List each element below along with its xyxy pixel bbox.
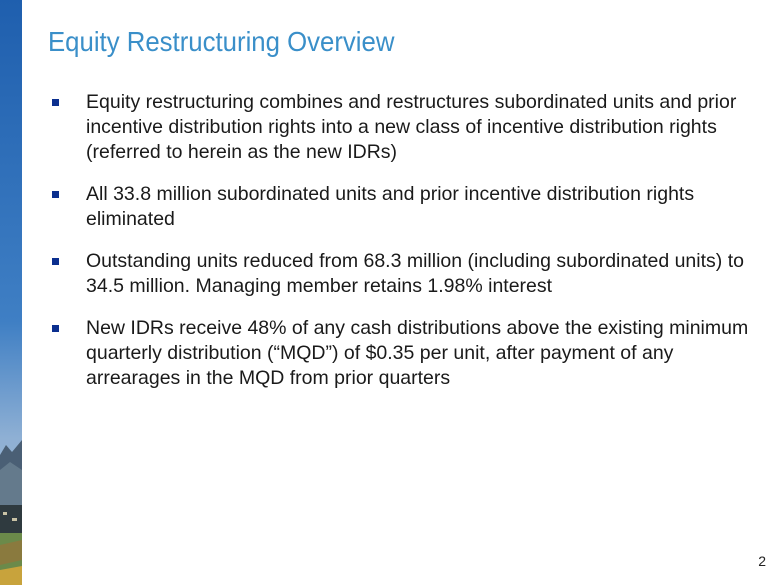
bullet-item bbox=[52, 90, 772, 165]
square-bullet-icon bbox=[52, 325, 59, 332]
square-bullet-icon bbox=[52, 99, 59, 106]
bullet-item bbox=[52, 182, 772, 232]
page-number: 2 bbox=[758, 553, 766, 569]
square-bullet-icon bbox=[52, 258, 59, 265]
bullet-text: New IDRs receive 48% of any cash distributions above the existing minimum quarterly distribution (“MQD”) of $0.35 per unit, after payment of any arrearages in the MQD from prior quarters bbox=[86, 317, 749, 389]
bullet-item bbox=[52, 249, 772, 299]
bullet-list bbox=[52, 90, 772, 408]
bullet-text: Outstanding units reduced from 68.3 million (including subordinated units) to 34.5 million. Managing member retains 1.98% interest bbox=[86, 250, 744, 297]
bullet-text: All 33.8 million subordinated units and prior incentive distribution rights eliminated bbox=[86, 183, 695, 230]
bullet-text: Equity restructuring combines and restructures subordinated units and prior incentive distribution rights into a new class of incentive distribution rights (referred to herein as the new IDRs) bbox=[86, 91, 737, 163]
slide-title: Equity Restructuring Overview bbox=[48, 26, 395, 57]
side-photo-strip bbox=[0, 0, 22, 585]
square-bullet-icon bbox=[52, 191, 59, 198]
bullet-item bbox=[52, 316, 772, 391]
